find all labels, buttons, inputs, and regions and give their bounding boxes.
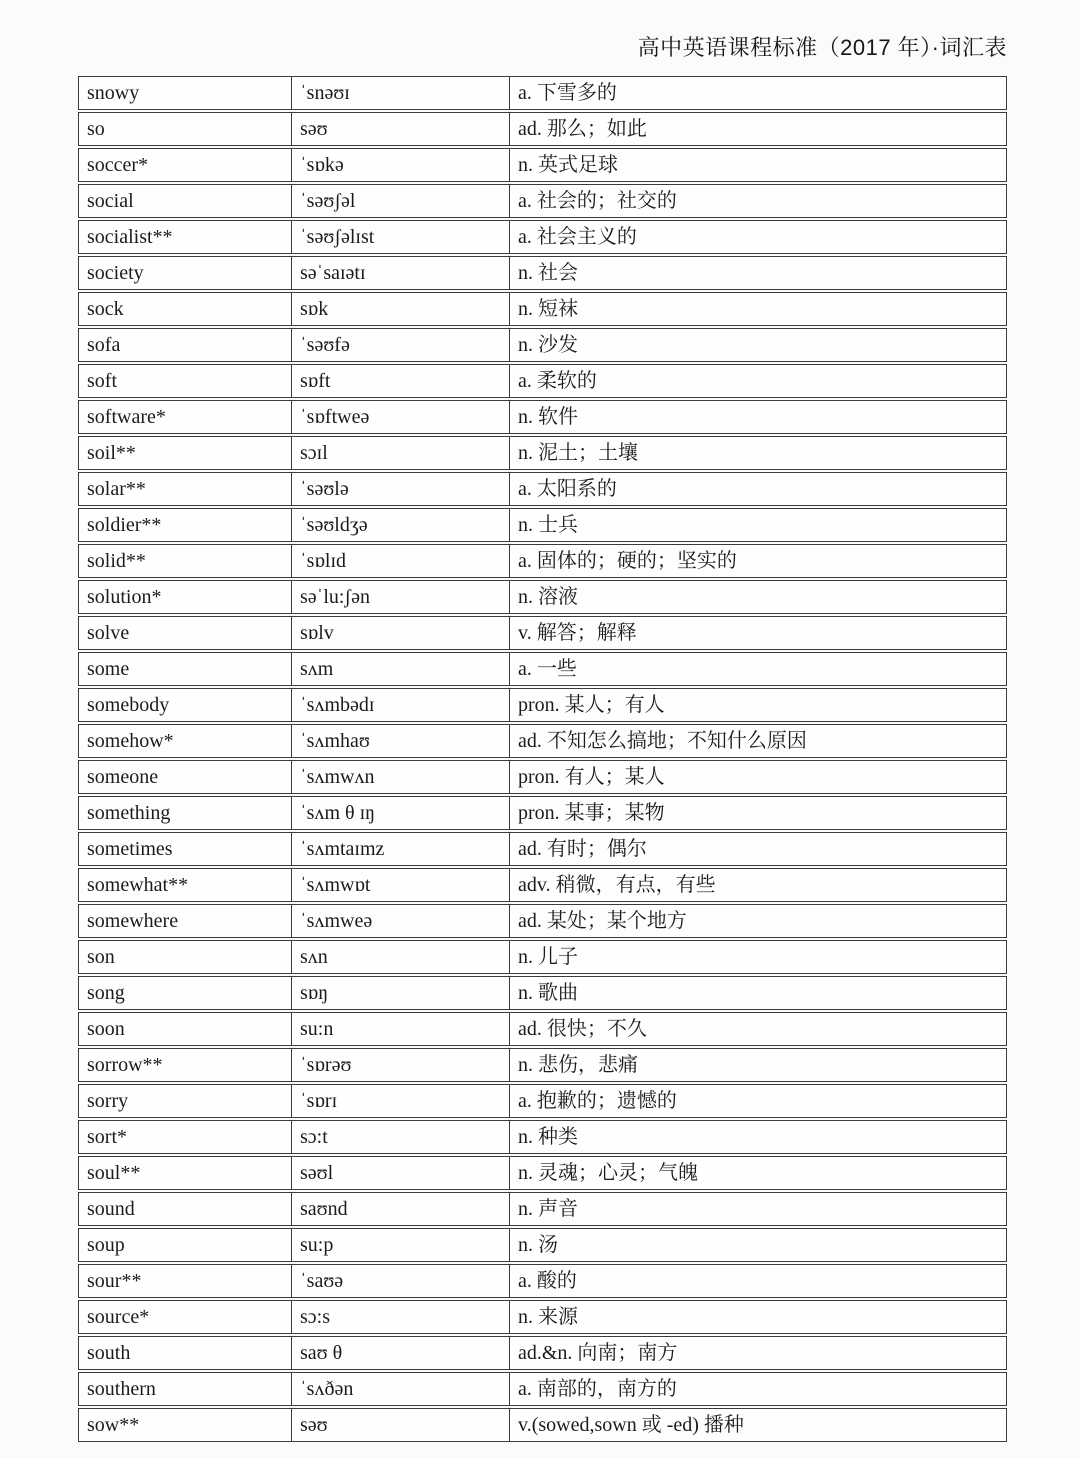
table-row [78,1048,1007,1082]
definition-cell: a. 一些 [518,658,577,680]
word-cell: sometimes [79,833,292,865]
table-row [78,976,1007,1010]
table-row [78,688,1007,722]
table-row [78,1120,1007,1154]
word-cell: sound [79,1193,292,1225]
ipa-cell: sʌm [292,653,510,685]
definition-cell: n. 溶液 [518,586,578,608]
table-row [78,472,1007,506]
word-cell: something [79,797,292,829]
ipa-cell: sɒŋ [292,977,510,1009]
table-row [78,1156,1007,1190]
ipa-cell: ˈsɒftweə [292,401,510,433]
table-row [78,220,1007,254]
definition-cell: n. 声音 [518,1198,578,1220]
table-row [78,1012,1007,1046]
ipa-cell: səʊ [292,1409,510,1441]
table-row [78,184,1007,218]
table-row [78,1408,1007,1442]
definition-cell: a. 固体的；硬的；坚实的 [518,550,737,572]
ipa-cell: sɔɪl [292,437,510,469]
ipa-cell: sɔ:t [292,1121,510,1153]
table-row [78,904,1007,938]
table-row [78,364,1007,398]
definition-cell: v. 解答；解释 [518,622,637,644]
definition-cell: n. 灵魂；心灵；气魄 [518,1162,698,1184]
table-row [78,328,1007,362]
definition-cell: adv. 稍微，有点，有些 [518,874,716,896]
ipa-cell: ˈsaʊə [292,1265,510,1297]
table-row [78,256,1007,290]
ipa-cell: sɒk [292,293,510,325]
table-row [78,940,1007,974]
table-row [78,868,1007,902]
ipa-cell: ˈsʌmwɒt [292,869,510,901]
word-cell: south [79,1337,292,1369]
word-cell: snowy [79,77,292,109]
word-cell: solution* [79,581,292,613]
definition-cell: n. 士兵 [518,514,578,536]
ipa-cell: saʊ θ [292,1337,510,1369]
table-row [78,508,1007,542]
word-cell: some [79,653,292,685]
definition-cell: a. 下雪多的 [518,82,617,104]
ipa-cell: ˈsəʊʃəl [292,185,510,217]
ipa-cell: səʊl [292,1157,510,1189]
word-cell: society [79,257,292,289]
word-cell: southern [79,1373,292,1405]
table-row [78,1192,1007,1226]
definition-cell: a. 太阳系的 [518,478,617,500]
ipa-cell: səˈsaɪətɪ [292,257,510,289]
table-row [78,112,1007,146]
ipa-cell: su:n [292,1013,510,1045]
word-cell: somebody [79,689,292,721]
table-row [78,544,1007,578]
word-cell: soft [79,365,292,397]
word-cell: source* [79,1301,292,1333]
table-row [78,832,1007,866]
definition-cell: n. 英式足球 [518,154,618,176]
table-row [78,652,1007,686]
table-row [78,1084,1007,1118]
definition-cell: a. 柔软的 [518,370,597,392]
word-cell: soul** [79,1157,292,1189]
word-cell: so [79,113,292,145]
ipa-cell: ˈsɒlɪd [292,545,510,577]
word-cell: sow** [79,1409,292,1441]
ipa-cell: ˈsʌmbədɪ [292,689,510,721]
word-cell: soil** [79,437,292,469]
ipa-cell: ˈsʌmtaɪmz [292,833,510,865]
word-cell: sorrow** [79,1049,292,1081]
definition-cell: n. 儿子 [518,946,578,968]
definition-cell: n. 短袜 [518,298,578,320]
definition-cell: n. 泥土；土壤 [518,442,638,464]
ipa-cell: ˈsʌmhaʊ [292,725,510,757]
word-cell: solve [79,617,292,649]
word-cell: sour** [79,1265,292,1297]
word-cell: social [79,185,292,217]
definition-cell: a. 抱歉的；遗憾的 [518,1090,677,1112]
word-cell: software* [79,401,292,433]
table-row [78,400,1007,434]
table-row [78,1372,1007,1406]
ipa-cell: sɒft [292,365,510,397]
word-cell: someone [79,761,292,793]
ipa-cell: ˈsɒrɪ [292,1085,510,1117]
definition-cell: n. 沙发 [518,334,578,356]
vocab-table-body [78,76,1007,1442]
definition-cell: ad. 有时；偶尔 [518,838,647,860]
ipa-cell: ˈsʌm θ ɪŋ [292,797,510,829]
ipa-cell: ˈsnəʊɪ [292,77,510,109]
word-cell: solid** [79,545,292,577]
definition-cell: a. 社会主义的 [518,226,637,248]
ipa-cell: ˈsəʊlə [292,473,510,505]
word-cell: sock [79,293,292,325]
word-cell: soccer* [79,149,292,181]
definition-cell: n. 社会 [518,262,578,284]
table-row [78,436,1007,470]
ipa-cell: saʊnd [292,1193,510,1225]
definition-cell: ad. 那么；如此 [518,118,647,140]
definition-cell: pron. 某人；有人 [518,694,665,716]
ipa-cell: ˈsɒrəʊ [292,1049,510,1081]
definition-cell: a. 社会的；社交的 [518,190,677,212]
definition-cell: n. 种类 [518,1126,578,1148]
definition-cell: n. 来源 [518,1306,578,1328]
definition-cell: n. 悲伤，悲痛 [518,1054,638,1076]
table-row [78,796,1007,830]
definition-cell: ad.&n. 向南；南方 [518,1342,678,1364]
word-cell: soon [79,1013,292,1045]
ipa-cell: səʊ [292,113,510,145]
table-row [78,1336,1007,1370]
word-cell: socialist** [79,221,292,253]
ipa-cell: sɔ:s [292,1301,510,1333]
word-cell: solar** [79,473,292,505]
definition-cell: pron. 有人；某人 [518,766,665,788]
definition-cell: ad. 很快；不久 [518,1018,647,1040]
word-cell: song [79,977,292,1009]
definition-cell: a. 南部的，南方的 [518,1378,677,1400]
table-row [78,1228,1007,1262]
word-cell: somewhat** [79,869,292,901]
table-row [78,292,1007,326]
table-row [78,724,1007,758]
definition-cell: n. 软件 [518,406,578,428]
ipa-cell: ˈsəʊʃəlɪst [292,221,510,253]
word-cell: somehow* [79,725,292,757]
word-cell: somewhere [79,905,292,937]
definition-cell: ad. 不知怎么搞地；不知什么原因 [518,730,807,752]
ipa-cell: sʌn [292,941,510,973]
table-row [78,760,1007,794]
table-row [78,1264,1007,1298]
word-cell: son [79,941,292,973]
table-row [78,616,1007,650]
table-row [78,76,1007,110]
word-cell: sort* [79,1121,292,1153]
ipa-cell: ˈsəʊfə [292,329,510,361]
definition-cell: ad. 某处；某个地方 [518,910,687,932]
page-header-title: 高中英语课程标准（2017 年）·词汇表 [637,35,1007,60]
vocab-table [78,76,1007,1442]
table-row [78,1300,1007,1334]
ipa-cell: ˈsəʊldʒə [292,509,510,541]
table-row [78,580,1007,614]
word-cell: soldier** [79,509,292,541]
ipa-cell: ˈsʌðən [292,1373,510,1405]
definition-cell: pron. 某事；某物 [518,802,665,824]
ipa-cell: səˈlu:ʃən [292,581,510,613]
ipa-cell: ˈsʌmwʌn [292,761,510,793]
ipa-cell: ˈsɒkə [292,149,510,181]
ipa-cell: ˈsʌmweə [292,905,510,937]
word-cell: sorry [79,1085,292,1117]
definition-cell: v.(sowed,sown 或 -ed) 播种 [518,1414,744,1436]
word-cell: sofa [79,329,292,361]
definition-cell: n. 汤 [518,1234,558,1256]
definition-cell: n. 歌曲 [518,982,578,1004]
table-row [78,148,1007,182]
word-cell: soup [79,1229,292,1261]
ipa-cell: su:p [292,1229,510,1261]
ipa-cell: sɒlv [292,617,510,649]
definition-cell: a. 酸的 [518,1270,577,1292]
